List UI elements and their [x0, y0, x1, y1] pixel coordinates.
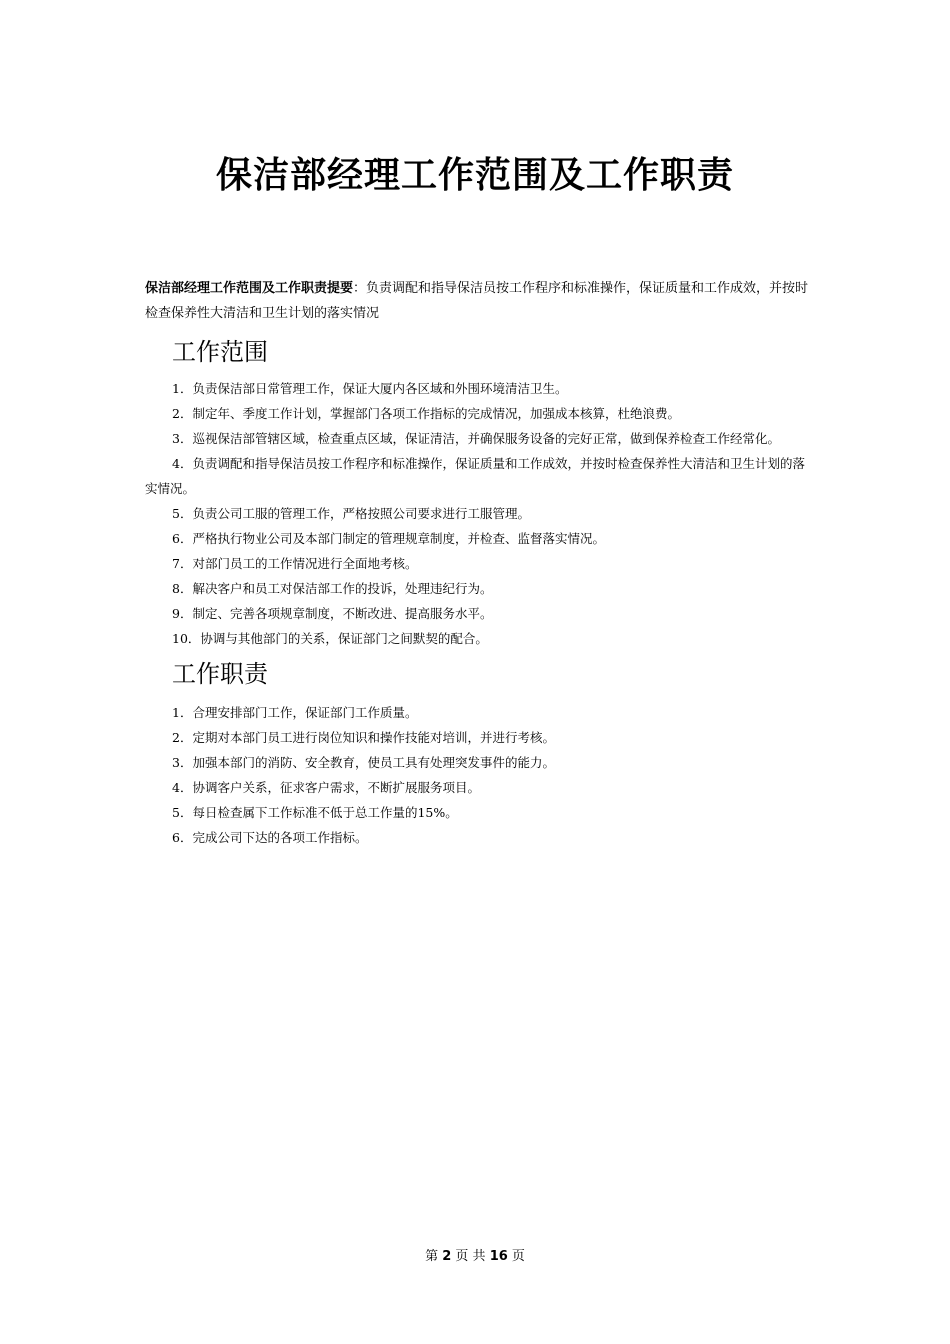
- list-item: 3．加强本部门的消防、安全教育，使员工具有处理突发事件的能力。: [172, 755, 555, 770]
- list-item: 7．对部门员工的工作情况进行全面地考核。: [172, 556, 418, 571]
- list-item: 2．定期对本部门员工进行岗位知识和操作技能对培训，并进行考核。: [172, 730, 555, 745]
- footer-prefix: 第: [425, 1249, 439, 1264]
- list-item: 3．巡视保洁部管辖区域，检查重点区域，保证清洁，并确保服务设备的完好正常，做到保养检查工作经常化。: [172, 431, 780, 446]
- list-item: 4．负责调配和指导保洁员按工作程序和标准操作，保证质量和工作成效，并按时检查保养性大清洁和卫生计划的落实情况。: [145, 456, 805, 496]
- list-item: 5．每日检查属下工作标准不低于总工作量的15%。: [172, 805, 458, 820]
- summary-text: ：负责调配和指导保洁员按工作程序和标准操作，保证质量和工作成效，并按时检查保养性大清洁和卫生计划的落实情况: [145, 281, 809, 321]
- section-heading-duties: 工作职责: [172, 660, 268, 688]
- list-item: 5．负责公司工服的管理工作，严格按照公司要求进行工服管理。: [172, 506, 530, 521]
- page-title: 保洁部经理工作范围及工作职责: [215, 155, 734, 196]
- section-heading-scope: 工作范围: [172, 338, 268, 366]
- list-item: 2．制定年、季度工作计划，掌握部门各项工作指标的完成情况，加强成本核算，杜绝浪费。: [172, 406, 680, 421]
- list-item: 6．严格执行物业公司及本部门制定的管理规章制度，并检查、监督落实情况。: [172, 531, 605, 546]
- scope-list: [145, 376, 810, 651]
- list-item: 1．负责保洁部日常管理工作，保证大厦内各区域和外围环境清洁卫生。: [172, 381, 568, 396]
- footer-middle: 页 共: [455, 1249, 486, 1264]
- footer-suffix: 页: [511, 1249, 525, 1264]
- current-page-number: 2: [442, 1249, 452, 1264]
- list-item: 10．协调与其他部门的关系，保证部门之间默契的配合。: [172, 631, 488, 646]
- list-item: 9．制定、完善各项规章制度，不断改进、提高服务水平。: [172, 606, 493, 621]
- summary-paragraph: [145, 276, 810, 326]
- page-footer: [0, 1246, 950, 1268]
- total-pages-number: 16: [489, 1249, 508, 1264]
- list-item: 1．合理安排部门工作，保证部门工作质量。: [172, 705, 418, 720]
- list-item: 8．解决客户和员工对保洁部工作的投诉，处理违纪行为。: [172, 581, 493, 596]
- summary-label: 保洁部经理工作范围及工作职责提要: [145, 281, 354, 296]
- duties-list: [145, 700, 810, 850]
- list-item: 6．完成公司下达的各项工作指标。: [172, 830, 368, 845]
- list-item: 4．协调客户关系，征求客户需求，不断扩展服务项目。: [172, 780, 480, 795]
